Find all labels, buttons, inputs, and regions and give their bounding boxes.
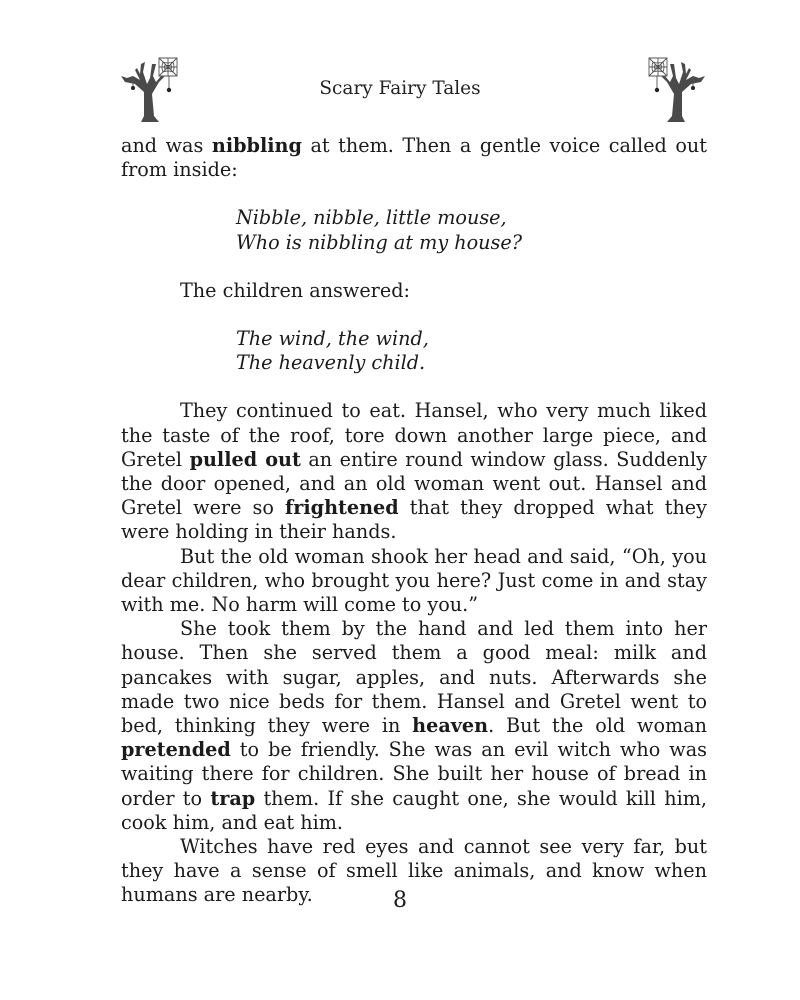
paragraph: Witches have red eyes and cannot see very far, but they have a sense of smell like animals, and know when humans are nearby. bbox=[121, 835, 707, 907]
verse-line: Nibble, nibble, little mouse, bbox=[236, 206, 507, 230]
verse-line: The heavenly child. bbox=[236, 351, 426, 375]
verse-block bbox=[236, 206, 707, 254]
verse-line: Who is nibbling at my house? bbox=[236, 230, 523, 254]
paragraph: But the old woman shook her head and said, “Oh, you dear children, who brought you here? Just come in and stay with me. No harm will come to you.” bbox=[121, 544, 707, 617]
paragraph: She took them by the hand and led them into her house. Then she served them a good meal: milk and pancakes with sugar, apples, and nuts. Afterwards she made two nice beds for them. Hansel and Gretel went to bed, thinking they were in heaven. But the old woman pretended to be friendly. She was an evil witch who was waiting there for children. She built her house of bread in order to trap them. If she caught one, she would kill him, cook him, and eat him. bbox=[121, 617, 708, 834]
page-number: 8 bbox=[393, 888, 407, 913]
paragraph: The children answered: bbox=[180, 278, 410, 302]
verse-line: The wind, the wind, bbox=[236, 327, 429, 351]
page-body bbox=[121, 134, 707, 908]
verse-block bbox=[236, 327, 707, 375]
paragraph: and was nibbling at them. Then a gentle voice called out from inside: bbox=[121, 134, 707, 182]
paragraph: They continued to eat. Hansel, who very much liked the taste of the roof, tore down another large piece, and Gretel pulled out an entire round window glass. Suddenly the door opened, and an old woman went out. Hansel and Gretel were so frightened that they dropped what they were holding in their hands. bbox=[121, 399, 707, 544]
running-head-title: Scary Fairy Tales bbox=[319, 78, 481, 99]
